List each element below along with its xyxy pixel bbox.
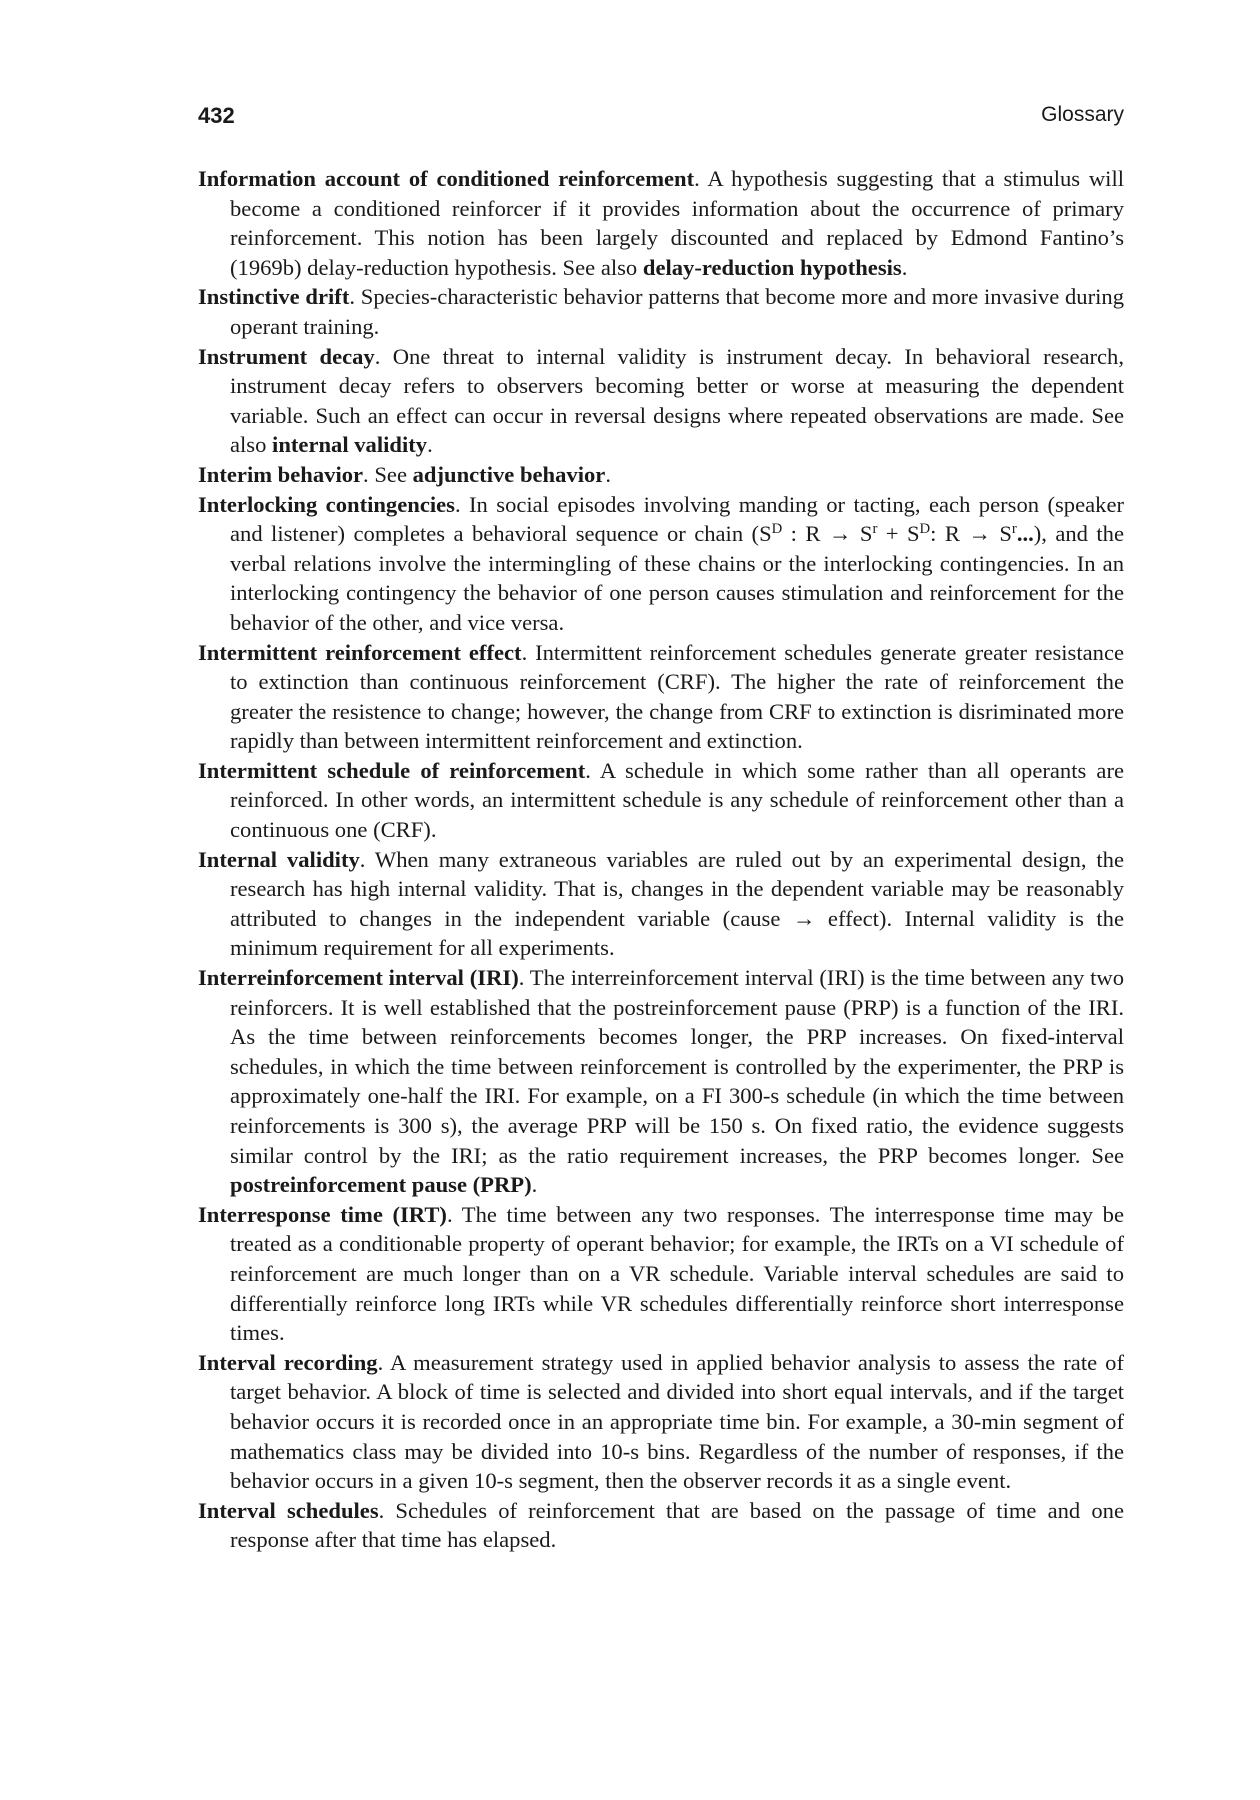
glossary-term: Interval schedules [198,1497,379,1523]
glossary-term: Internal validity [198,846,360,872]
glossary-entry: Interreinforcement interval (IRI). The interreinforcement interval (IRI) is the time between any two reinforcers. It is well established that the postreinforcement pause (PRP) is a function of the IRI. As the time between reinforcements becomes longer, the PRP increases. On fixed-interval schedules, in which the time between reinforcement is controlled by the experimenter, the PRP is approximately one-half the IRI. For example, on a FI 300-s schedule (in which the time between reinforcements is 300 s), the average PRP will be 150 s. On fixed ratio, the evidence suggests similar control by the IRI; as the ratio requirement increases, the PRP becomes longer. See postreinforcement pause (PRP). [198,965,1125,1198]
glossary-term: Interresponse time (IRT) [198,1201,447,1227]
page-header [198,103,1124,137]
glossary-definition: In social episodes involving manding or tacting, each person (speaker and listener) completes a behavioral sequence or chain (S [230,491,1124,547]
glossary-entry: Interlocking contingencies. In social episodes involving manding or tacting, each person (speaker and listener) completes a behavioral sequence or chain ($S^D$ : $R \to S^r + S^D$: $R \to S^r$...), and the verbal relations involve the intermingling of these chains or the interlocking contingencies. In an interlocking contingency the behavior of one person causes stimulation and reinforcement for the behavior of the other, and vice versa. [198,491,1125,635]
glossary-definition: Schedules of reinforcement that are based on the passage of time and one response after that time has elapsed. [230,1497,1125,1553]
glossary-definition: When many extraneous variables are ruled out by an experimental design, the research has high internal validity. That is, changes in the dependent variable may be reasonably attributed to changes in the independent variable (cause → effect). Internal validity is the minimum requirement for all experiments. [230,846,1124,961]
glossary-term: Interim behavior [198,461,364,487]
glossary-term: Interval recording [198,1349,378,1375]
glossary-definition: The interreinforcement interval (IRI) is the time between any two reinforcers. It is well established that the postreinforcement pause (PRP) is a function of the IRI. As the time between reinforcements becomes longer, the PRP increases. On fixed-interval schedules, in which the time between reinforcement is controlled by the experimenter, the PRP is approximately one-half the IRI. For example, on a FI 300-s schedule (in which the time between reinforcements is 300 s), the average PRP will be 150 s. On fixed ratio, the evidence suggests similar control by the IRI; as the ratio requirement increases, the PRP becomes longer. See [230,965,1125,1168]
glossary-term: Instrument decay [198,343,375,369]
glossary-term: Instinctive drift [198,284,350,310]
glossary-entry: Interim behavior. See adjunctive behavior. [198,461,611,487]
glossary-term: Information account of conditioned reinforcement [198,166,695,191]
glossary-list [198,164,1124,1555]
glossary-entry: Information account of conditioned reinforcement. A hypothesis suggesting that a stimulus will become a conditioned reinforcer if it provides information about the occurrence of primary reinforcement. This notion has been largely discounted and replaced by Edmond Fantino’s (1969b) delay-reduction hypothesis. See also delay-reduction hypothesis. [198,166,1124,280]
glossary-entry: Intermittent reinforcement effect. Intermittent reinforcement schedules generate greater resistance to extinction than continuous reinforcement (CRF). The higher the rate of reinforcement the greater the resistence to change; however, the change from CRF to extinction is disriminated more rapidly than between intermittent reinforcement and extinction. [198,639,1124,754]
cross-reference: delay-reduction hypothesis [642,254,902,280]
cross-reference: internal validity [272,432,428,458]
glossary-term: Intermittent schedule of reinforcement [198,757,586,783]
glossary-definition: The time between any two responses. The interresponse time may be treated as a conditionable property of operant behavior; for example, the IRTs on a VI schedule of reinforcement are much longer than on a VR schedule. Variable interval schedules are said to differentially reinforce long IRTs while VR schedules differentially reinforce short interresponse times. [230,1201,1125,1346]
glossary-definition: A schedule in which some rather than all operants are reinforced. In other words, an intermittent schedule is any schedule of reinforcement other than a continuous one (CRF). [230,757,1125,843]
glossary-term: Interreinforcement interval (IRI) [198,965,519,991]
glossary-entry: Interval recording. A measurement strategy used in applied behavior analysis to assess the rate of target behavior. A block of time is selected and divided into short equal intervals, and if the target behavior occurs it is recorded once in an appropriate time bin. For example, a 30-min segment of mathematics class may be divided into 10-s bins. Regardless of the number of responses, if the behavior occurs in a given 10-s segment, then the observer records it as a single event. [198,1349,1124,1494]
cross-reference: postreinforcement pause (PRP) [230,1172,532,1198]
running-head: Glossary [1041,103,1124,126]
glossary-entry: Interresponse time (IRT). The time between any two responses. The interresponse time may be treated as a conditionable property of operant behavior; for example, the IRTs on a VI schedule of reinforcement are much longer than on a VR schedule. Variable interval schedules are said to differentially reinforce long IRTs while VR schedules differentially reinforce short interresponse times. [198,1201,1125,1346]
glossary-definition: One threat to internal validity is instrument decay. In behavioral research, instrument decay refers to observers becoming better or worse at measuring the dependent variable. Such an effect can occur in reversal designs where repeated observations are made. See also [230,343,1125,458]
glossary-term: Interlocking contingencies [198,491,455,517]
cross-reference: adjunctive behavior [412,461,606,487]
glossary-definition: A hypothesis suggesting that a stimulus will become a conditioned reinforcer if it provides information about the occurrence of primary reinforcement. This notion has been largely discounted and replaced by Edmond Fantino’s (1969b) delay-reduction hypothesis. See also [230,166,1124,280]
glossary-term: Intermittent reinforcement effect [198,639,522,665]
glossary-definition: A measurement strategy used in applied behavior analysis to assess the rate of target behavior. A block of time is selected and divided into short equal intervals, and if the target behavior occurs it is recorded once in an appropriate time bin. For example, a 30-min segment of mathematics class may be divided into 10-s bins. Regardless of the number of responses, if the behavior occurs in a given 10-s segment, then the observer records it as a single event. [230,1349,1124,1494]
glossary-entry: Instrument decay. One threat to internal validity is instrument decay. In behavioral research, instrument decay refers to observers becoming better or worse at measuring the dependent variable. Such an effect can occur in reversal designs where repeated observations are made. See also internal validity. [198,343,1125,458]
glossary-definition: Intermittent reinforcement schedules generate greater resistance to extinction than continuous reinforcement (CRF). The higher the rate of reinforcement the greater the resistence to change; however, the change from CRF to extinction is disriminated more rapidly than between intermittent reinforcement and extinction. [230,639,1124,754]
page-number: 432 [198,103,235,128]
glossary-entry: Intermittent schedule of reinforcement. A schedule in which some rather than all operants are reinforced. In other words, an intermittent schedule is any schedule of reinforcement other than a continuous one (CRF). [198,757,1125,843]
glossary-definition: Species-characteristic behavior patterns that become more and more invasive during operant training. [230,284,1124,339]
glossary-entry: Interval schedules. Schedules of reinforcement that are based on the passage of time and one response after that time has elapsed. [198,1497,1125,1553]
glossary-entry: Instinctive drift. Species-characteristic behavior patterns that become more and more invasive during operant training. [198,284,1124,339]
glossary-entry: Internal validity. When many extraneous variables are ruled out by an experimental design, the research has high internal validity. That is, changes in the dependent variable may be reasonably attributed to changes in the independent variable (cause → effect). Internal validity is the minimum requirement for all experiments. [198,846,1124,961]
glossary-definition: See [374,461,413,487]
